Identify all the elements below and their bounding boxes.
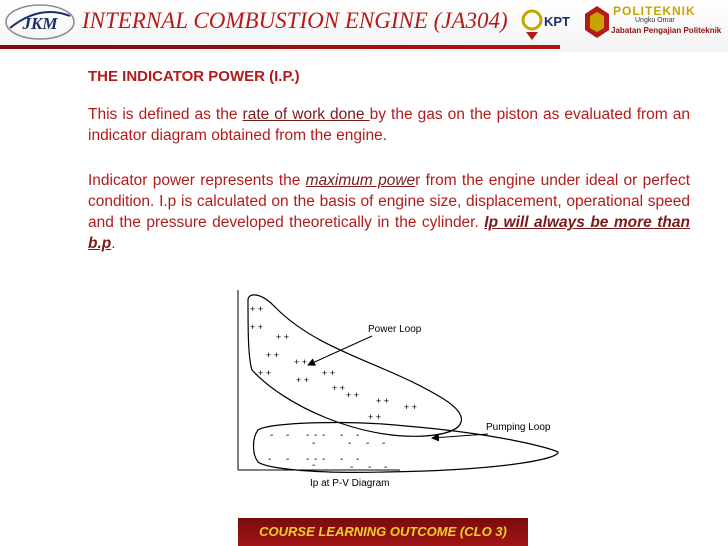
minus-mark: - — [340, 454, 344, 465]
plus-mark: + + — [296, 375, 310, 385]
power-loop-arrow — [308, 336, 372, 365]
politeknik-logo — [583, 2, 725, 42]
section-title: THE INDICATOR POWER (I.P.) — [88, 68, 300, 85]
plus-mark: + + — [258, 368, 272, 378]
header-divider — [0, 45, 560, 49]
minus-mark: - — [366, 438, 370, 449]
politeknik-subtitle: Ungku Omar — [635, 17, 675, 24]
minus-mark: - — [382, 438, 386, 449]
plus-mark: + + — [332, 383, 346, 393]
para2-text-e: . — [111, 235, 116, 252]
minus-mark: - — [312, 460, 316, 471]
plus-mark: + + — [276, 332, 290, 342]
footer-text: COURSE LEARNING OUTCOME (CLO 3) — [259, 524, 507, 539]
indicator-power-paragraph — [88, 170, 690, 254]
kpt-logo — [520, 2, 582, 44]
minus-mark: - — [384, 462, 388, 473]
slide-header — [0, 0, 728, 52]
plus-mark: + + — [294, 357, 308, 367]
course-title: INTERNAL COMBUSTION ENGINE (JA304) — [82, 8, 508, 33]
minus-mark: - — [368, 462, 372, 473]
para1-text-a: This is defined as the — [88, 106, 243, 123]
jkm-logo-text: JKM — [22, 14, 58, 33]
minus-mark: - — [356, 454, 360, 465]
rate-of-work-done-phrase: rate of work done — [242, 106, 370, 123]
minus-mark: - — [268, 454, 272, 465]
para2-text-c: r from the engine under ideal or perfect condition. I.p is calculated on the basis of engine size, displacement, operational speed and the pressure developed theoretically in the cylinder. — [88, 172, 691, 231]
ip-greater-than-bp-phrase: Ip will always be more than b.p — [88, 214, 690, 252]
minus-mark: - — [348, 438, 352, 449]
minus-mark: - — [322, 454, 326, 465]
minus-mark: - — [340, 430, 344, 441]
plus-mark: + + — [250, 304, 264, 314]
plus-mark: + + — [266, 350, 280, 360]
plus-mark: + + — [368, 412, 382, 422]
politeknik-title: POLITEKNIK — [613, 4, 696, 18]
minus-mark: - — [286, 430, 290, 441]
minus-mark: - — [306, 430, 310, 441]
minus-mark: - — [322, 430, 326, 441]
minus-mark: - — [286, 454, 290, 465]
minus-mark: - — [270, 430, 274, 441]
plus-mark: + + — [346, 390, 360, 400]
minus-mark: - — [356, 430, 360, 441]
minus-mark: - — [314, 430, 318, 441]
power-loop-curve — [248, 295, 461, 436]
minus-mark: - — [306, 454, 310, 465]
para1-text-c: by the gas on the piston as evaluated from an indicator diagram obtained from the engine. — [88, 106, 690, 144]
minus-mark: - — [312, 438, 316, 449]
minus-mark: - — [350, 462, 354, 473]
maximum-power-phrase: maximum powe — [305, 172, 416, 189]
pv-diagram — [210, 288, 580, 498]
plus-mark: + + — [404, 402, 418, 412]
diagram-caption: Ip at P-V Diagram — [310, 478, 390, 489]
plus-mark: + + — [250, 322, 264, 332]
politeknik-department: Jabatan Pengajian Politeknik — [611, 26, 722, 35]
plus-mark: + + — [376, 396, 390, 406]
plus-mark: + + — [322, 368, 336, 378]
para2-text-a: Indicator power represents the — [88, 172, 306, 189]
footer-banner — [238, 518, 528, 546]
kpt-logo-text: KPT — [544, 14, 570, 29]
minus-mark: - — [314, 454, 318, 465]
power-loop-label: Power Loop — [368, 324, 422, 335]
definition-paragraph — [88, 104, 690, 146]
pumping-loop-label: Pumping Loop — [486, 422, 551, 433]
jkm-logo — [2, 2, 78, 42]
